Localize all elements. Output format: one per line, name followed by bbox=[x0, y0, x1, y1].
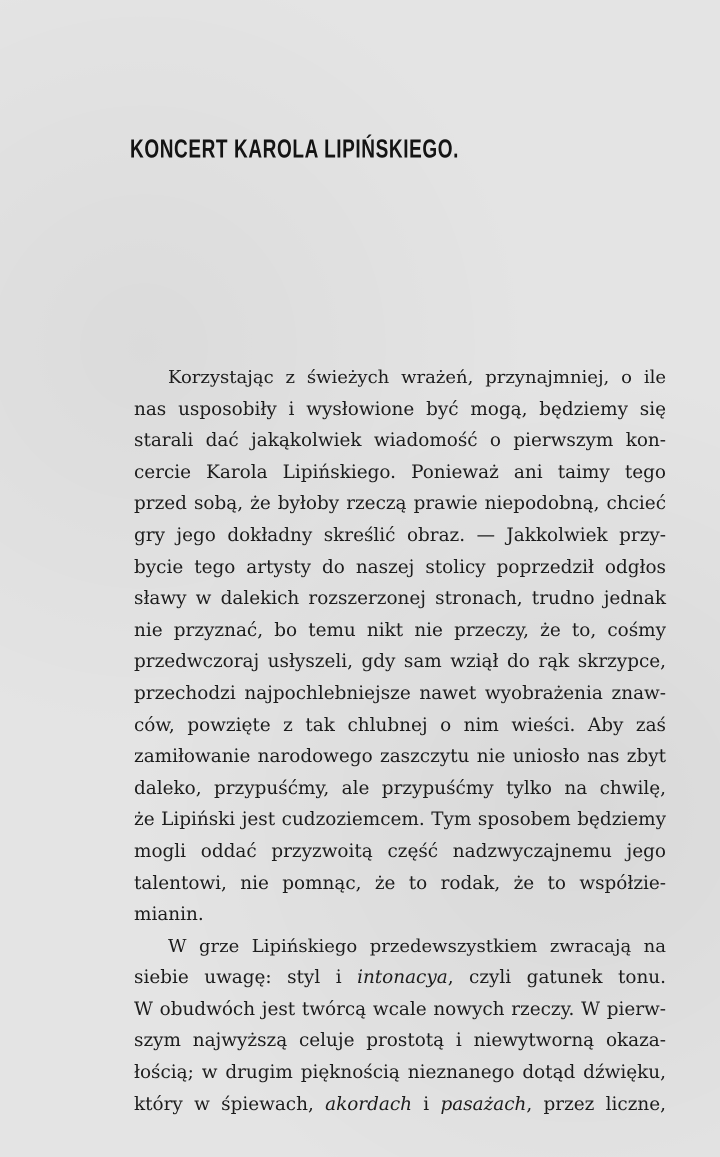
text-line: zamiłowanie narodowego zaszczytu nie uniosło nas zbyt bbox=[134, 746, 666, 768]
text-segment: , przez liczne, bbox=[526, 1093, 666, 1115]
text-line: nie przyznać, bo temu nikt nie przeczy, że to, cośmy bbox=[134, 619, 666, 641]
text-line bbox=[134, 1089, 666, 1121]
text-line: W obudwóch jest twórcą wcale nowych rzeczy. W pierw- bbox=[134, 998, 666, 1020]
text-segment: siebie uwagę: styl i bbox=[134, 967, 358, 989]
body-text bbox=[134, 362, 666, 1120]
italic-term: intonacya bbox=[357, 967, 448, 989]
text-line: sławy w dalekich rozszerzonej stronach, trudno jednak bbox=[134, 588, 666, 610]
page-title: KONCERT KAROLA LIPIŃSKIEGO. bbox=[130, 136, 460, 165]
text-line: daleko, przypuśćmy, ale przypuśćmy tylko na chwilę, bbox=[134, 777, 666, 799]
text-line: przedwczoraj usłyszeli, gdy sam wziął do rąk skrzypce, bbox=[134, 651, 666, 673]
text-line: łością; w drugim pięknością nieznanego dotąd dźwięku, bbox=[134, 1062, 666, 1084]
text-line: talentowi, nie pomnąc, że to rodak, że to współzie- bbox=[134, 872, 666, 894]
text-segment: , czyli gatunek tonu. bbox=[447, 967, 666, 989]
italic-term: pasażach bbox=[440, 1093, 527, 1115]
text-line: mogli oddać przyzwoitą część nadzwyczajnemu jego bbox=[134, 840, 666, 862]
text-line bbox=[134, 962, 666, 994]
text-line: nas usposobiły i wysłowione być mogą, będziemy się bbox=[134, 398, 666, 420]
text-line: gry jego dokładny skreślić obraz. — Jakkolwiek przy- bbox=[134, 524, 666, 546]
text-segment: i bbox=[411, 1093, 441, 1115]
text-line: starali dać jakąkolwiek wiadomość o pierwszym kon- bbox=[134, 430, 666, 452]
text-line: przechodzi najpochlebniejsze nawet wyobrażenia znaw- bbox=[134, 682, 666, 704]
text-line: bycie tego artysty do naszej stolicy poprzedził odgłos bbox=[134, 556, 666, 578]
text-line: przed sobą, że byłoby rzeczą prawie niepodobną, chcieć bbox=[134, 493, 666, 515]
text-line: W grze Lipińskiego przedewszystkiem zwracają na bbox=[168, 935, 666, 957]
text-line: cercie Karola Lipińskiego. Ponieważ ani taimy tego bbox=[134, 461, 666, 483]
italic-term: akordach bbox=[325, 1093, 412, 1115]
text-line: Korzystając z świeżych wrażeń, przynajmniej, o ile bbox=[168, 367, 666, 388]
text-line: ców, powzięte z tak chlubnej o nim wieści. Aby zaś bbox=[134, 714, 666, 736]
text-segment: który w śpiewach, bbox=[134, 1093, 326, 1115]
text-line: szym najwyższą celuje prostotą i niewytworną okaza- bbox=[134, 1030, 666, 1052]
text-line: że Lipiński jest cudzoziemcem. Tym sposobem będziemy bbox=[134, 809, 666, 831]
text-line: mianin. bbox=[134, 904, 204, 926]
